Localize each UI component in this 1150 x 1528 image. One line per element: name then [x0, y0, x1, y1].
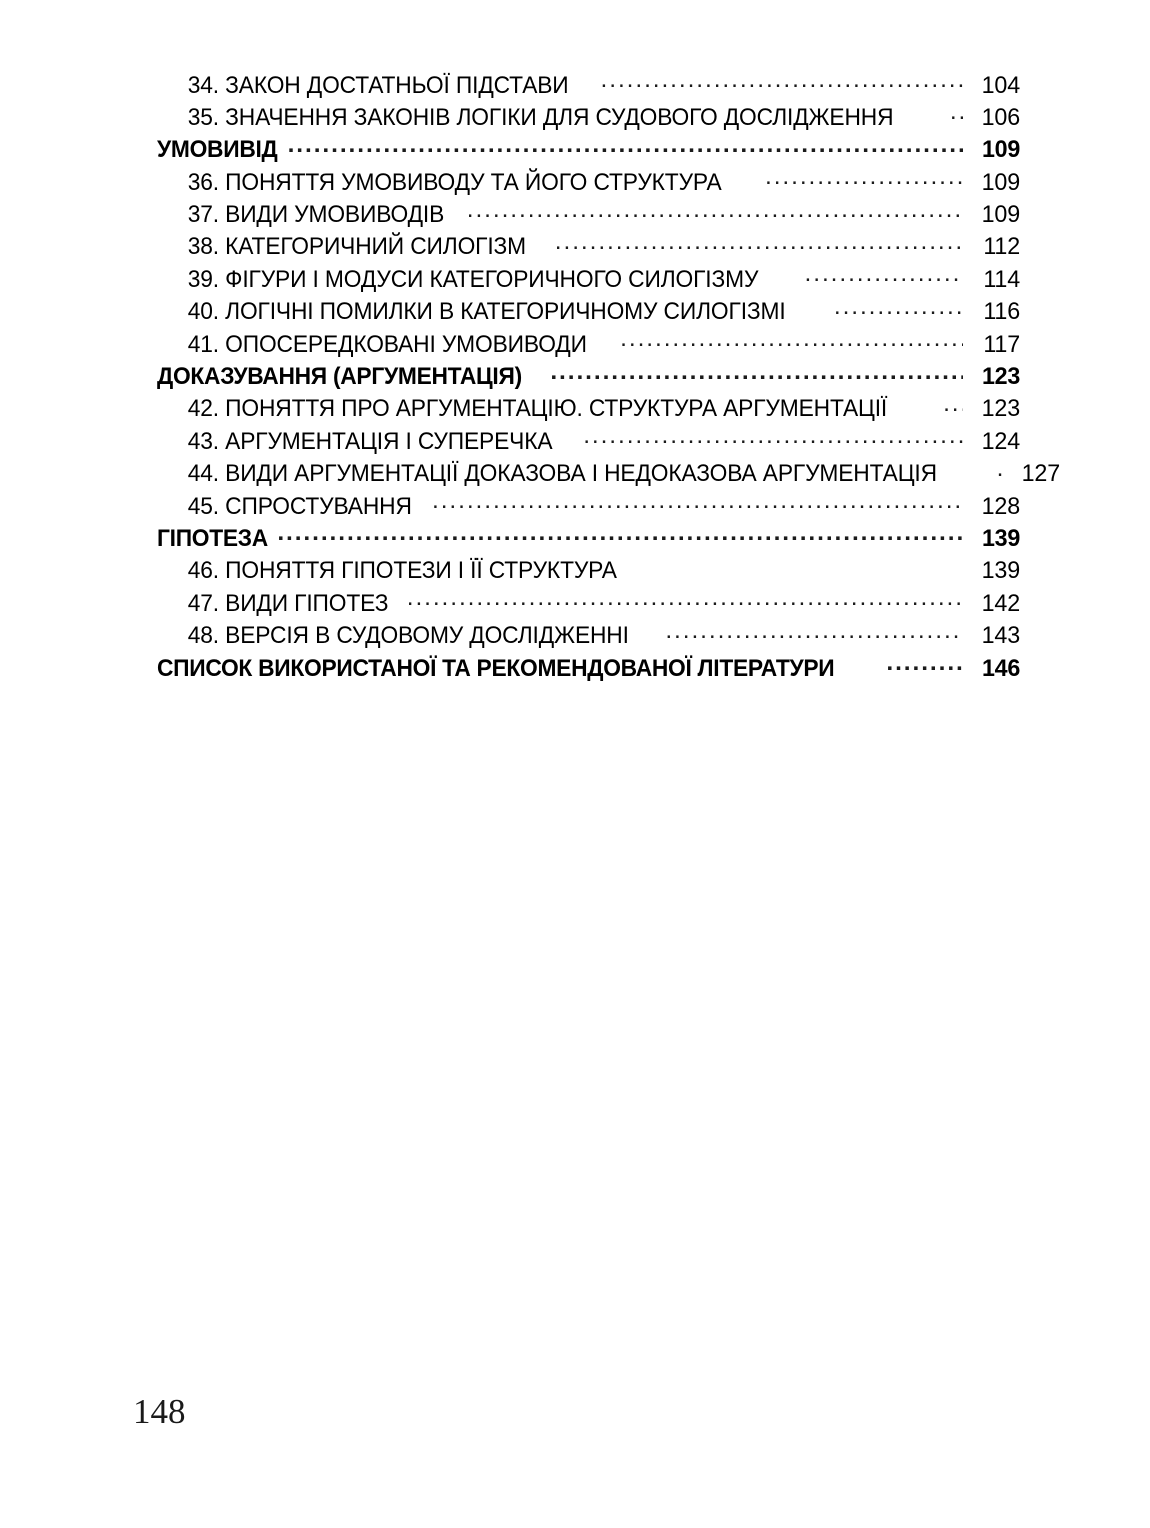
toc-entry-page-number: 139	[981, 557, 1020, 585]
toc-entry-page-number: 123	[981, 395, 1020, 423]
toc-entry-page-number: 127	[1021, 460, 1060, 488]
toc-entry-label: 42. ПОНЯТТЯ ПРО АРГУМЕНТАЦІЮ. СТРУКТУРА АРГУМЕНТАЦІЇ	[187, 395, 888, 423]
toc-entry[interactable]	[157, 133, 1020, 165]
toc-entry-page-number: 104	[981, 71, 1020, 99]
toc-dot-leader	[665, 619, 963, 644]
toc-entry-page-number: 143	[981, 622, 1020, 650]
toc-dot-leader	[467, 198, 963, 223]
toc-entry[interactable]	[157, 327, 1020, 359]
toc-entry-page-number: 146	[982, 654, 1020, 682]
toc-entry[interactable]	[157, 457, 1060, 489]
toc-entry-label: 43. АРГУМЕНТАЦІЯ І СУПЕРЕЧКА	[187, 427, 553, 455]
toc-entry-label: 45. СПРОСТУВАННЯ	[187, 492, 412, 520]
toc-dot-leader	[601, 68, 963, 93]
toc-entry[interactable]	[157, 198, 1020, 230]
toc-entry-label: ГІПОТЕЗА	[157, 524, 268, 552]
toc-dot-leader	[432, 489, 963, 514]
toc-dot-leader	[288, 133, 963, 158]
toc-entry-page-number: 116	[983, 298, 1020, 326]
toc-entry[interactable]	[157, 100, 1020, 132]
toc-entry-label: 48. ВЕРСІЯ В СУДОВОМУ ДОСЛІДЖЕННІ	[187, 622, 629, 650]
toc-entry-page-number: 112	[983, 233, 1020, 261]
toc-entry[interactable]	[157, 489, 1020, 521]
toc-entry[interactable]	[157, 230, 1020, 262]
toc-dot-leader	[620, 327, 963, 352]
toc-dot-leader	[555, 230, 963, 255]
toc-entry[interactable]	[157, 424, 1020, 456]
toc-entry[interactable]	[157, 619, 1020, 651]
toc-entry-label: 35. ЗНАЧЕННЯ ЗАКОНІВ ЛОГІКИ ДЛЯ СУДОВОГО ДОСЛІДЖЕННЯ	[187, 103, 894, 131]
toc-entry[interactable]	[157, 586, 1020, 618]
toc-dot-leader	[652, 554, 963, 579]
toc-dot-leader	[886, 651, 963, 676]
toc-entry-page-number: 117	[983, 330, 1020, 358]
toc-dot-leader	[277, 521, 963, 546]
toc-entry-label: 34. ЗАКОН ДОСТАТНЬОЇ ПІДСТАВИ	[187, 71, 569, 99]
toc-entry-page-number: 109	[981, 168, 1020, 196]
toc-entry-page-number: 139	[982, 524, 1020, 552]
toc-dot-leader	[805, 262, 963, 287]
toc-dot-leader	[583, 424, 963, 449]
toc-entry[interactable]	[157, 262, 1020, 294]
toc-entry[interactable]	[157, 392, 1020, 424]
toc-entry[interactable]	[157, 521, 1020, 553]
toc-entry-page-number: 128	[981, 492, 1020, 520]
toc-entry-label: 36. ПОНЯТТЯ УМОВИВОДУ ТА ЙОГО СТРУКТУРА	[187, 168, 722, 196]
toc-entry[interactable]	[157, 165, 1020, 197]
toc-dot-leader	[834, 295, 963, 320]
toc-entry-page-number: 109	[981, 201, 1020, 229]
toc-entry-label: 46. ПОНЯТТЯ ГІПОТЕЗИ І ЇЇ СТРУКТУРА	[187, 557, 617, 585]
toc-dot-leader	[997, 457, 1003, 482]
toc-dot-leader	[765, 165, 963, 190]
toc-dot-leader	[550, 360, 963, 385]
toc-entry[interactable]	[157, 554, 1020, 586]
toc-entry[interactable]	[157, 651, 1020, 683]
toc-entry-label: 44. ВИДИ АРГУМЕНТАЦІЇ ДОКАЗОВА І НЕДОКАЗОВА АРГУМЕНТАЦІЯ	[187, 460, 937, 488]
toc-entry-label: 40. ЛОГІЧНІ ПОМИЛКИ В КАТЕГОРИЧНОМУ СИЛОГІЗМІ	[187, 298, 786, 326]
table-of-contents	[157, 68, 1060, 683]
toc-entry-page-number: 106	[981, 103, 1020, 131]
toc-entry[interactable]	[157, 295, 1020, 327]
toc-entry-page-number: 123	[982, 363, 1020, 391]
page-folio-number: 148	[133, 1392, 186, 1431]
toc-entry-label: УМОВИВІД	[157, 136, 278, 164]
toc-entry-label: 47. ВИДИ ГІПОТЕЗ	[187, 589, 389, 617]
toc-entry-page-number: 142	[981, 589, 1020, 617]
toc-entry-label: 39. ФІГУРИ І МОДУСИ КАТЕГОРИЧНОГО СИЛОГІЗМУ	[187, 265, 759, 293]
toc-dot-leader	[407, 586, 963, 611]
toc-entry-label: 37. ВИДИ УМОВИВОДІВ	[187, 201, 445, 229]
toc-entry-page-number: 114	[983, 265, 1020, 293]
toc-dot-leader	[950, 100, 963, 125]
toc-entry-label: ДОКАЗУВАННЯ (АРГУМЕНТАЦІЯ)	[157, 363, 522, 391]
toc-entry[interactable]	[157, 360, 1020, 392]
toc-entry[interactable]	[157, 68, 1020, 100]
toc-entry-page-number: 109	[982, 136, 1020, 164]
toc-entry-label: СПИСОК ВИКОРИСТАНОЇ ТА РЕКОМЕНДОВАНОЇ ЛІТЕРАТУРИ	[157, 654, 835, 682]
toc-dot-leader	[943, 392, 963, 417]
toc-entry-page-number: 124	[981, 427, 1020, 455]
toc-entry-label: 38. КАТЕГОРИЧНИЙ СИЛОГІЗМ	[187, 233, 527, 261]
toc-entry-label: 41. ОПОСЕРЕДКОВАНІ УМОВИВОДИ	[187, 330, 587, 358]
